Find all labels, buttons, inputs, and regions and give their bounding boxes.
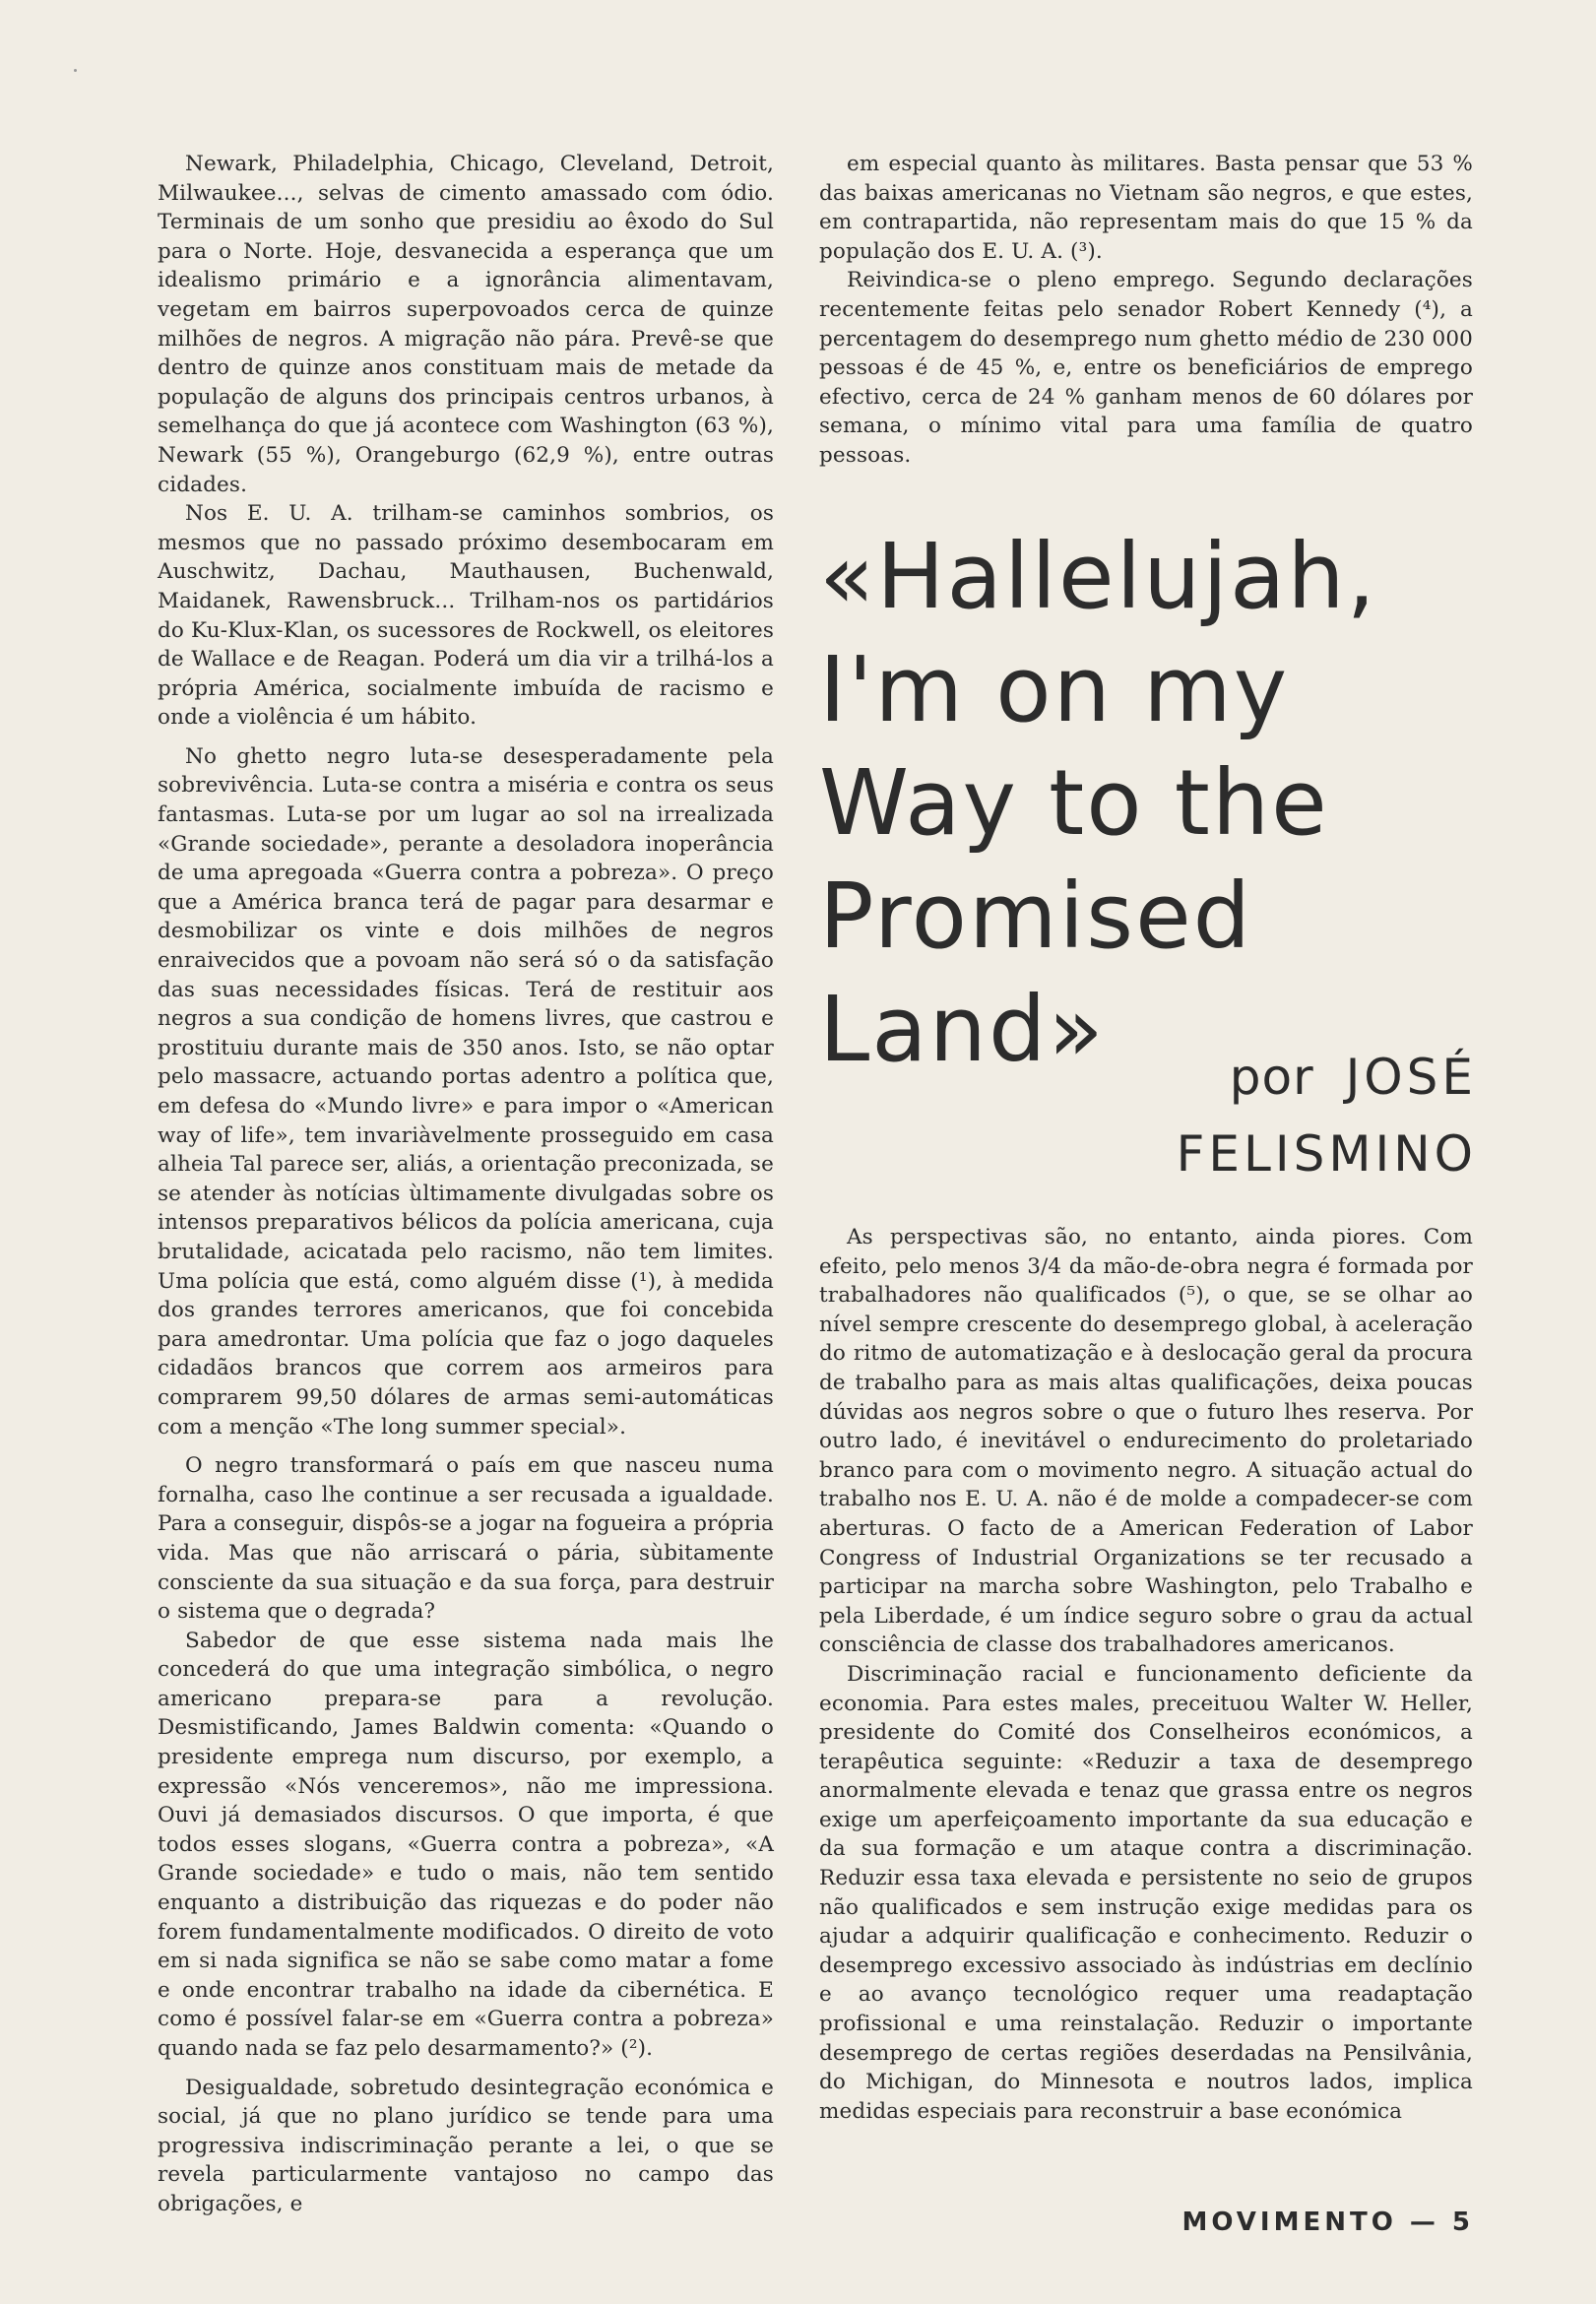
paragraph: As perspectivas são, no entanto, ainda piores. Com efeito, pelo menos 3/4 da mão-de-obra negra é formada por trabalhadores não qualificados (⁵), o que, se se olhar ao nível sempre crescente do desemprego global, à aceleração do ritmo de automatização e à deslocação geral da procura de trabalho para as mais altas qualificações, deixa poucas dúvidas aos negros sobre o que o futuro lhes reserva. Por outro lado, é inevitável o endurecimento do proletariado branco para com o movimento negro. A situação actual do trabalho nos E. U. A. não é de molde a compadecer-se com aberturas. O facto de a American Federation of Labor Congress of Industrial Organizations se ter recusado a participar na marcha sobre Washington, pelo Trabalho e pela Liberdade, é um índice seguro sobre o grau da actual consciência de classe dos trabalhadores americanos. (819, 1225, 1473, 1658)
paragraph: Reivindica-se o pleno emprego. Segundo declarações recentemente feitas pelo senador Robert Kennedy (⁴), a percentagem do desemprego num ghetto médio de 230 000 pessoas é de 45 %, e, entre os beneficiários de emprego efectivo, cerca de 24 % ganham menos de 60 dólares por semana, o mínimo vital para uma família de quatro pessoas. (819, 268, 1473, 468)
byline-prefix: por (1229, 1049, 1314, 1106)
paper-speck (74, 69, 77, 72)
paragraph: No ghetto negro luta-se desesperadamente pela sobrevivência. Luta-se contra a miséria e contra os seus fantasmas. Luta-se por um lugar ao sol na irrealizada «Grande sociedade», perante a desoladora inoperância de uma apregoada «Guerra contra a pobreza». O preço que a América branca terá de pagar para desarmar e desmobilizar os vinte e dois milhões de negros enraivecidos que a povoam não será só o da satisfação das suas necessidades físicas. Terá de restituir aos negros a sua condição de homens livres, que castrou e prostituiu durante mais de 350 anos. Isto, se não optar pelo massacre, actuando portas adentro a política que, em defesa do «Mundo livre» e para impor o «American way of life», tem invariàvelmente prosseguido em casa alheia Tal parece ser, aliás, a orientação preconizada, se se atender às notícias ùltimamente divulgadas sobre os intensos preparativos bélicos da polícia americana, cuja brutalidade, acicatada pelo racismo, não tem limites. Uma polícia que está, como alguém disse (¹), à medida dos grandes terrores americanos, que foi concebida para amedrontar. Uma polícia que faz o jogo daqueles cidadãos brancos que correm aos armeiros para comprarem 99,50 dólares de armas semi-automáticas com a menção «The long summer special». (158, 743, 774, 1440)
article-title: «Hallelujah, I'm on my Way to the Promised Land» (819, 524, 1377, 1082)
paragraph: Sabedor de que esse sistema nada mais lhe concederá do que uma integração simbólica, o negro americano prepara-se para a revolução. Desmistificando, James Baldwin comenta: «Quando o presidente emprega num discurso, por exemplo, a expressão «Nós venceremos», não me impressiona. Ouvi já demasiados discursos. O que importa, é que todos esses slogans, «Guerra contra a pobreza», «A Grande sociedade» e tudo o mais, não tem sentido enquanto a distribuição das riquezas e do poder não forem fundamentalmente modificados. O direito de voto em si nada significa se não se sabe como matar a fome e onde encontrar trabalho na idade da cibernética. E como é possível falar-se em «Guerra contra a pobreza» quando nada se faz pelo desarmamento?» (²). (158, 1628, 774, 2061)
page-footer: MOVIMENTO — 5 (1181, 2208, 1474, 2237)
right-column-bottom (819, 1223, 1473, 2126)
right-column-top (819, 150, 1473, 471)
author-last-name: FELISMINO (1176, 1125, 1477, 1183)
paragraph: em especial quanto às militares. Basta pensar que 53 % das baixas americanas no Vietnam são negros, e que estes, em contrapartida, não representam mais do que 15 % da população dos E. U. A. (³). (819, 152, 1473, 264)
left-column (158, 150, 774, 2219)
paragraph: Desigualdade, sobretudo desintegração económica e social, já que no plano jurídico se tende para uma progressiva indiscriminação perante a lei, o que se revela particularmente vantajoso no campo das obrigações, e (158, 2075, 774, 2216)
paragraph: Nos E. U. A. trilham-se caminhos sombrios, os mesmos que no passado próximo desembocaram em Auschwitz, Dachau, Mauthausen, Buchenwald, Maidanek, Rawensbruck... Trilham-nos os partidários do Ku-Klux-Klan, os sucessores de Rockwell, os eleitores de Wallace e de Reagan. Poderá um dia vir a trilhá-los a própria América, socialmente imbuída de racismo e onde a violência é um hábito. (158, 501, 774, 731)
paragraph: O negro transformará o país em que nasceu numa fornalha, caso lhe continue a ser recusada a igualdade. Para a conseguir, dispôs-se a jogar na fogueira a própria vida. Mas que não arriscará o pária, sùbitamente consciente da sua situação e da sua força, para destruir o sistema que o degrada? (158, 1453, 774, 1625)
author-first-name: JOSÉ (1345, 1049, 1477, 1106)
paragraph: Newark, Philadelphia, Chicago, Cleveland, Detroit, Milwaukee..., selvas de cimento amassado com ódio. Terminais de um sonho que presidiu ao êxodo do Sul para o Norte. Hoje, desvanecida a esperança que um idealismo primário e a ignorância alimentavam, vegetam em bairros superpovoados cerca de quinze milhões de negros. A migração não pára. Prevê-se que dentro de quinze anos constituam mais de metade da população de alguns dos principais centros urbanos, à semelhança do que já acontece com Washington (63 %), Newark (55 %), Orangeburgo (62,9 %), entre outras cidades. (158, 152, 774, 497)
author-byline (994, 1039, 1477, 1192)
paragraph: Discriminação racial e funcionamento deficiente da economia. Para estes males, preceituou Walter W. Heller, presidente do Comité dos Conselheiros económicos, a terapêutica seguinte: «Reduzir a taxa de desemprego anormalmente elevada e tenaz que grassa entre os negros exige um aperfeiçoamento importante da sua educação e da sua formação e um ataque contra a discriminação. Reduzir essa taxa elevada e persistente no seio de grupos não qualificados e sem instrução exige medidas para os ajudar a adquirir qualificação e conhecimento. Reduzir o desemprego excessivo associado às indústrias em declínio e ao avanço tecnológico requer uma readaptação profissional e uma reinstalação. Reduzir o importante desemprego de certas regiões deserdadas na Pensilvânia, do Michigan, do Minnesota e noutros lados, implica medidas especiais para reconstruir a base económica (819, 1661, 1473, 2124)
